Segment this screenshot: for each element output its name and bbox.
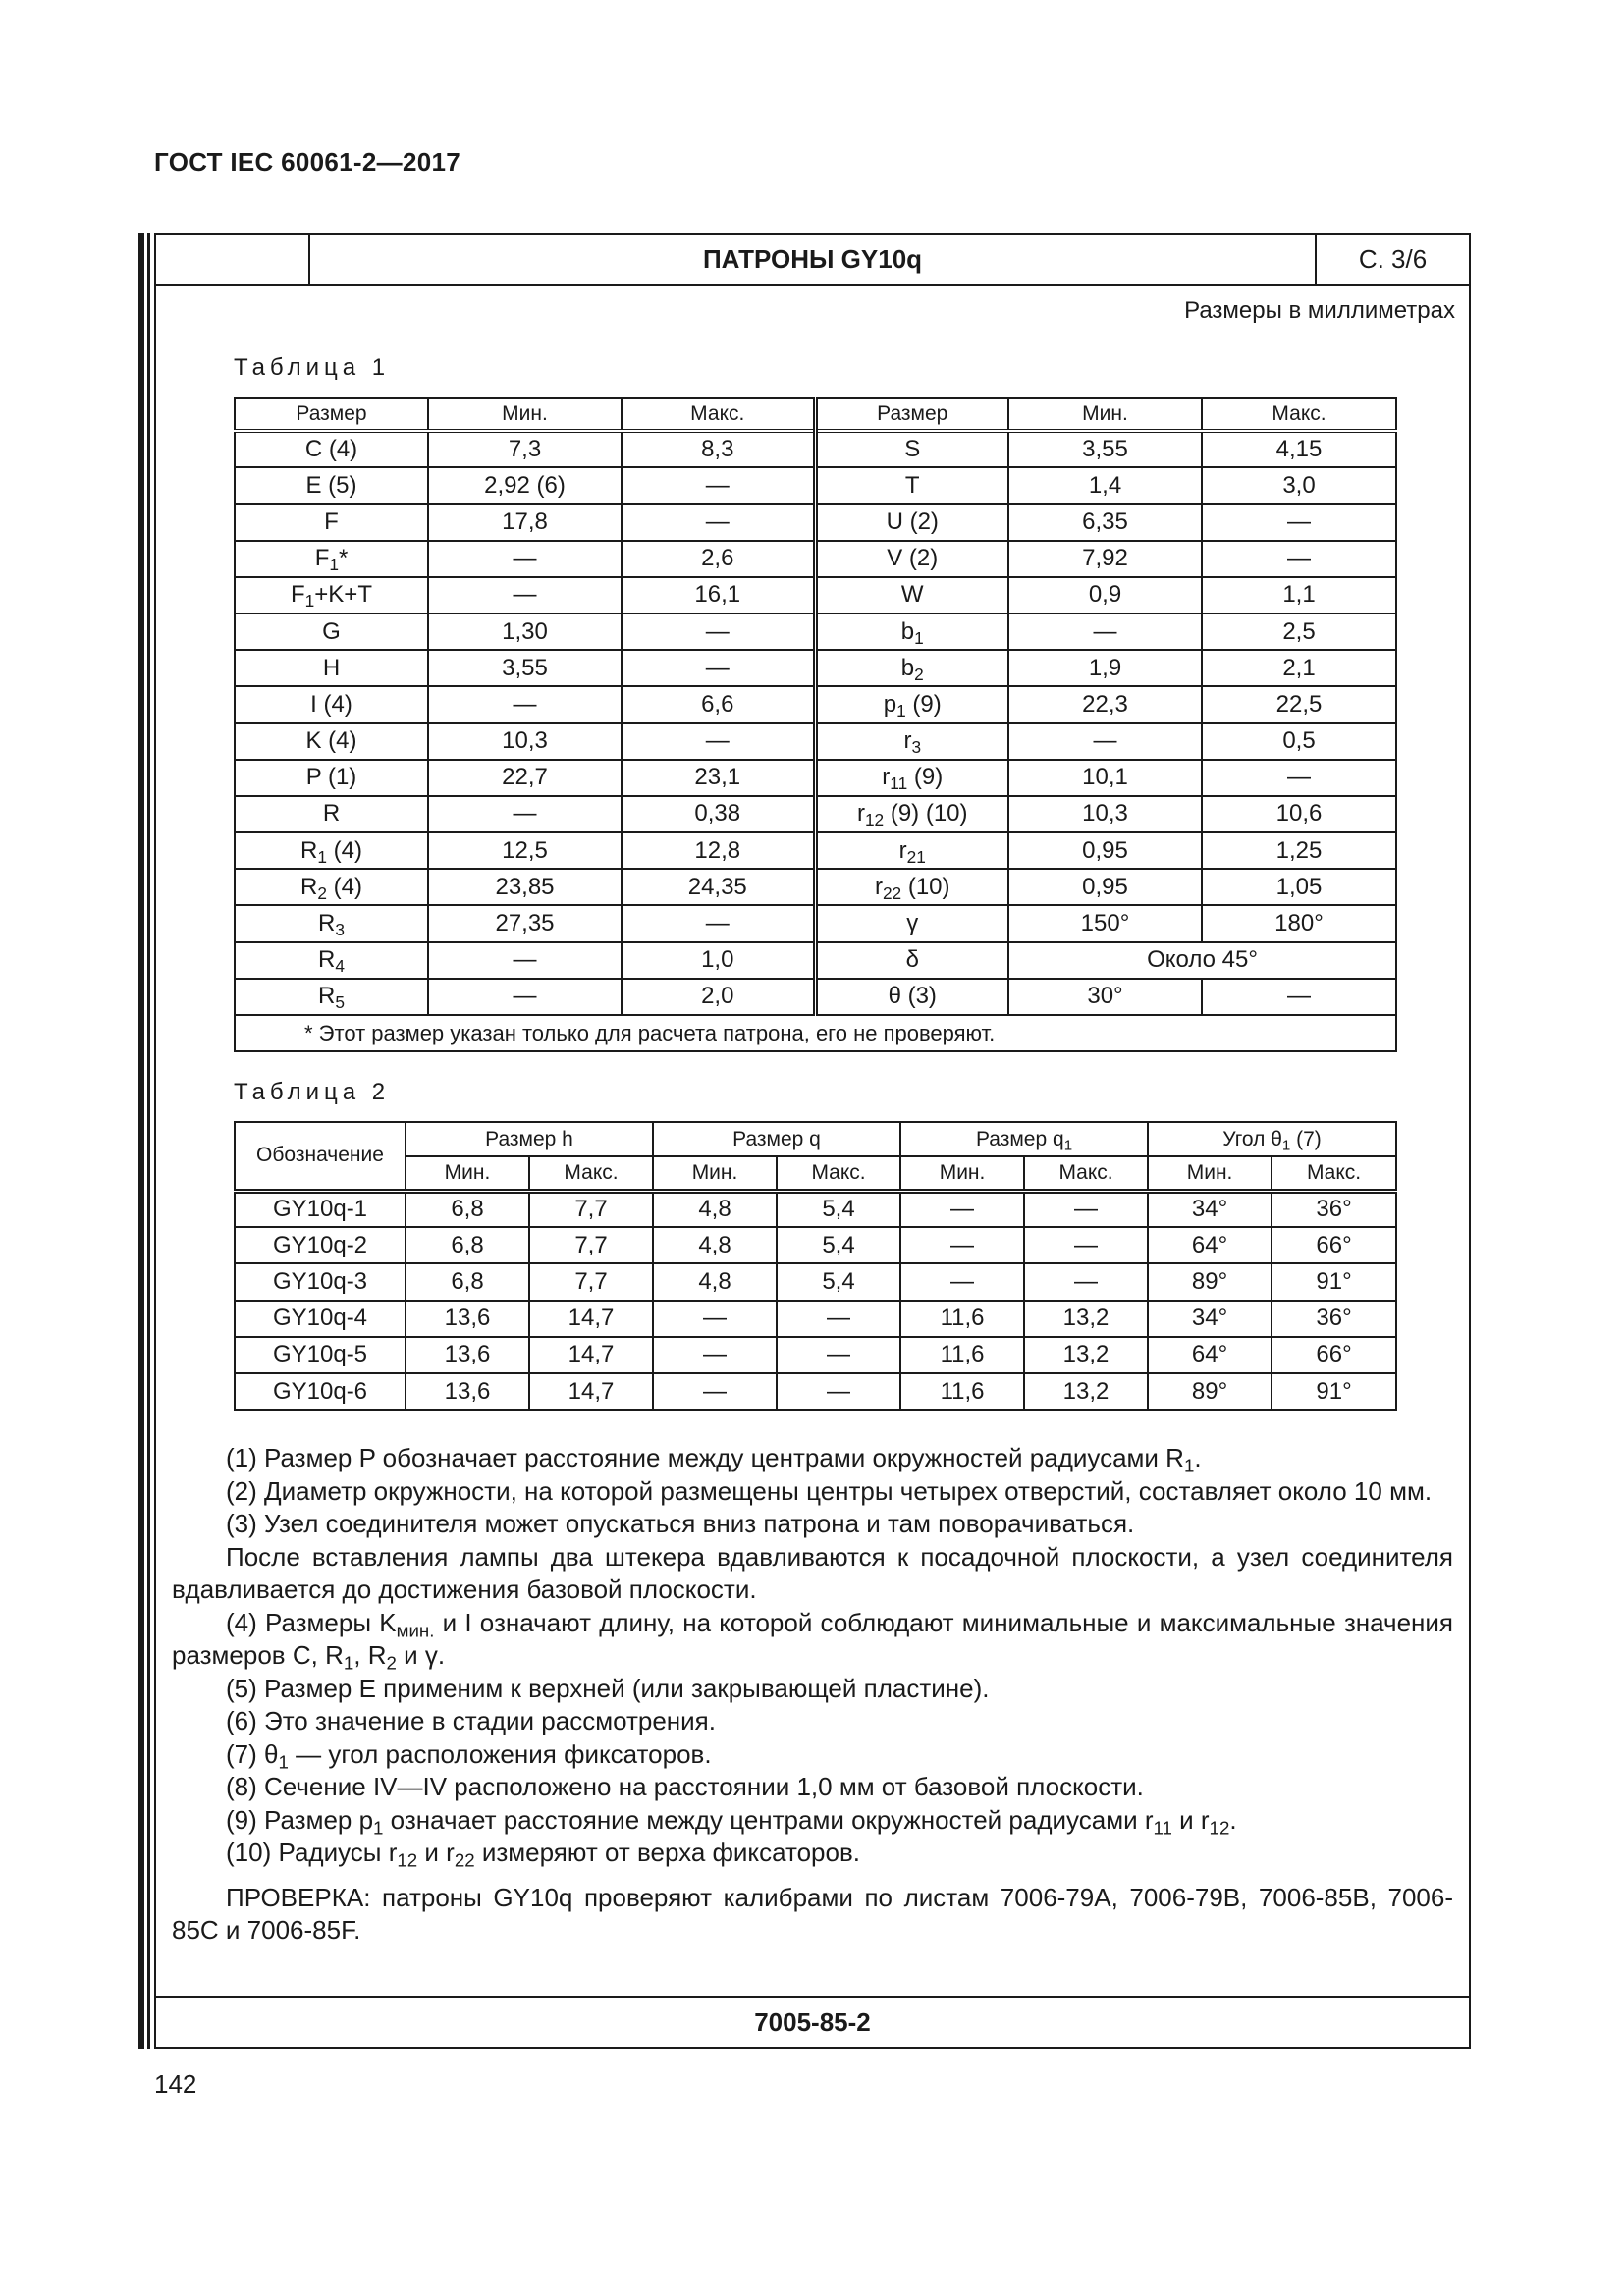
table1-cell: 30°	[1008, 979, 1202, 1015]
table1-cell: —	[428, 577, 622, 614]
table1-cell: C (4)	[235, 431, 428, 467]
table2-designation-cell: GY10q-4	[235, 1301, 406, 1337]
table2-row	[235, 1191, 1396, 1227]
table1-cell: 0,5	[1202, 723, 1396, 760]
table2-group-header: Угол $\theta_1$ (7)	[1148, 1122, 1396, 1156]
table2-subheader-min: Мин.	[900, 1156, 1024, 1191]
table2-row	[235, 1337, 1396, 1373]
sheet-frame	[154, 233, 1471, 2049]
table1-cell: 22,3	[1008, 686, 1202, 722]
table1-header-cell: Размер	[235, 398, 428, 431]
table1-row	[235, 760, 1396, 796]
table2-designation-cell: GY10q-5	[235, 1337, 406, 1373]
table1-cell: —	[1202, 760, 1396, 796]
table1-cell: 1,4	[1008, 467, 1202, 504]
table1-cell: 16,1	[622, 577, 815, 614]
table1-footnote-row	[235, 1015, 1396, 1051]
table2-cell: 4,8	[653, 1191, 777, 1227]
table1	[234, 397, 1397, 1052]
table1-cell: θ (3)	[815, 979, 1008, 1015]
table2-subheader-min: Мин.	[1148, 1156, 1272, 1191]
table1-cell: 7,3	[428, 431, 622, 467]
table2-cell: 34°	[1148, 1301, 1272, 1337]
table2-cell: 13,6	[406, 1337, 529, 1373]
table1-caption: Таблица 1	[234, 354, 391, 381]
table1-cell: $R_5$	[235, 979, 428, 1015]
table1-cell: —	[1202, 541, 1396, 577]
table1-cell: $r_{11}$ (9)	[815, 760, 1008, 796]
table1-cell: 0,9	[1008, 577, 1202, 614]
table1-cell: 12,8	[622, 832, 815, 869]
table1-row	[235, 905, 1396, 941]
table1-cell: 1,1	[1202, 577, 1396, 614]
table1-cell: $r_{22}$ (10)	[815, 869, 1008, 905]
page-number: 142	[154, 2069, 197, 2099]
table1-cell: E (5)	[235, 467, 428, 504]
table1-cell: —	[428, 686, 622, 722]
table1-header-cell: Мин.	[428, 398, 622, 431]
title-row	[156, 235, 1469, 286]
document-code: ГОСТ IEC 60061-2—2017	[154, 147, 460, 177]
table2-cell: —	[1024, 1191, 1148, 1227]
table1-cell: —	[622, 723, 815, 760]
title-left-cell	[156, 235, 310, 284]
table1-cell: W	[815, 577, 1008, 614]
table1-header-row	[235, 398, 1396, 431]
table1-cell: I (4)	[235, 686, 428, 722]
table2-cell: 7,7	[529, 1263, 653, 1300]
table2-cell: 66°	[1272, 1337, 1396, 1373]
table2-subheader-max: Макс.	[777, 1156, 900, 1191]
table2-cell: 13,2	[1024, 1301, 1148, 1337]
table2-cell: 5,4	[777, 1263, 900, 1300]
table1-cell: 1,25	[1202, 832, 1396, 869]
table1-row	[235, 541, 1396, 577]
note-3-continued: После вставления лампы два штекера вдавливаются к посадочной плоскости, а узел соединителя вдавливается до достижения базовой плоскости.	[172, 1541, 1453, 1604]
table1-cell: U (2)	[815, 504, 1008, 540]
table2-row	[235, 1263, 1396, 1300]
table2-subheader-max: Макс.	[529, 1156, 653, 1191]
table1-header-cell: Макс.	[1202, 398, 1396, 431]
table1-cell: —	[622, 614, 815, 650]
table2-cell: 4,8	[653, 1263, 777, 1300]
table2-subheader-row	[235, 1156, 1396, 1191]
table1-cell: 180°	[1202, 905, 1396, 941]
table2-cell: 91°	[1272, 1263, 1396, 1300]
table1-cell: —	[1008, 723, 1202, 760]
table1-cell: $R_1$ (4)	[235, 832, 428, 869]
left-margin-bar-thick	[138, 233, 144, 2049]
table1-row	[235, 723, 1396, 760]
sheet-title: ПАТРОНЫ GY10q	[310, 235, 1317, 284]
table1-cell: 1,05	[1202, 869, 1396, 905]
table1-cell: 1,9	[1008, 650, 1202, 686]
table2-row	[235, 1373, 1396, 1410]
table2-caption: Таблица 2	[234, 1079, 391, 1105]
table1-cell: 10,1	[1008, 760, 1202, 796]
table1-cell: —	[622, 905, 815, 941]
table1-cell: 17,8	[428, 504, 622, 540]
sheet-footer-code: 7005-85-2	[156, 1996, 1469, 2047]
table2-cell: 13,6	[406, 1301, 529, 1337]
table1-cell: K (4)	[235, 723, 428, 760]
table1-cell: 6,35	[1008, 504, 1202, 540]
note-2: (2) Диаметр окружности, на которой размещены центры четырех отверстий, составляет около 10 мм.	[226, 1475, 1433, 1506]
table1-cell: $b_1$	[815, 614, 1008, 650]
table1-cell: $b_2$	[815, 650, 1008, 686]
note-3: (3) Узел соединителя может опускаться вниз патрона и там поворачиваться.	[226, 1509, 1135, 1538]
table1-row	[235, 686, 1396, 722]
table2-cell: —	[900, 1227, 1024, 1263]
table1-cell: 0,95	[1008, 832, 1202, 869]
table1-row	[235, 467, 1396, 504]
table1-cell: 0,95	[1008, 869, 1202, 905]
table2-cell: —	[653, 1301, 777, 1337]
table1-row	[235, 504, 1396, 540]
table1-cell: δ	[815, 942, 1008, 979]
table2-designation-cell: GY10q-1	[235, 1191, 406, 1227]
table1-cell: 22,7	[428, 760, 622, 796]
note-8: (8) Сечение IV—IV расположено на расстоянии 1,0 мм от базовой плоскости.	[226, 1772, 1144, 1801]
table1-cell: 3,55	[428, 650, 622, 686]
table1-header-cell: Макс.	[622, 398, 815, 431]
table2-cell: 7,7	[529, 1227, 653, 1263]
table2-subheader-max: Макс.	[1272, 1156, 1396, 1191]
table1-cell: $p_1$ (9)	[815, 686, 1008, 722]
table2-cell: 89°	[1148, 1263, 1272, 1300]
table2-cell: —	[777, 1373, 900, 1410]
table2-subheader-min: Мин.	[653, 1156, 777, 1191]
table1-cell: S	[815, 431, 1008, 467]
table1-cell: 2,6	[622, 541, 815, 577]
table2-cell: 13,6	[406, 1373, 529, 1410]
table2-cell: 14,7	[529, 1337, 653, 1373]
table1-cell: —	[622, 504, 815, 540]
table1-cell: —	[1202, 979, 1396, 1015]
table2-cell: —	[777, 1301, 900, 1337]
table1-cell: $r_{21}$	[815, 832, 1008, 869]
table1-cell: 150°	[1008, 905, 1202, 941]
table2-designation-cell: GY10q-3	[235, 1263, 406, 1300]
table1-cell: 1,0	[622, 942, 815, 979]
table1-cell: 10,3	[428, 723, 622, 760]
table1-cell: γ	[815, 905, 1008, 941]
table1-row	[235, 650, 1396, 686]
table1-cell: 23,1	[622, 760, 815, 796]
table2-group-header: Размер h	[406, 1122, 653, 1156]
table2-cell: —	[900, 1263, 1024, 1300]
table2-cell: 11,6	[900, 1301, 1024, 1337]
table1-cell: 3,55	[1008, 431, 1202, 467]
table1-row	[235, 614, 1396, 650]
table2-cell: 66°	[1272, 1227, 1396, 1263]
table1-row	[235, 869, 1396, 905]
table1-row	[235, 431, 1396, 467]
table2-cell: 89°	[1148, 1373, 1272, 1410]
table1-cell: $F_1*$	[235, 541, 428, 577]
table2-group-header: Размер $q_1$	[900, 1122, 1148, 1156]
table1-cell: —	[428, 796, 622, 832]
table2-cell: 14,7	[529, 1373, 653, 1410]
table1-cell: 22,5	[1202, 686, 1396, 722]
note-5: (5) Размер E применим к верхней (или закрывающей пластине).	[226, 1673, 990, 1703]
table2-cell: 4,8	[653, 1227, 777, 1263]
table1-cell: H	[235, 650, 428, 686]
table1-header-cell: Размер	[815, 398, 1008, 431]
table2	[234, 1121, 1397, 1411]
table2-subheader-max: Макс.	[1024, 1156, 1148, 1191]
table1-cell: —	[1202, 504, 1396, 540]
table2-row	[235, 1301, 1396, 1337]
table2-cell: 64°	[1148, 1337, 1272, 1373]
table1-cell: —	[622, 650, 815, 686]
table2-cell: 6,8	[406, 1191, 529, 1227]
table1-row	[235, 832, 1396, 869]
table1-cell: $F_1+K+T$	[235, 577, 428, 614]
table1-cell: Около 45°	[1008, 942, 1396, 979]
table1-cell: $r_3$	[815, 723, 1008, 760]
table1-cell: $r_{12}$ (9) (10)	[815, 796, 1008, 832]
table1-cell: 27,35	[428, 905, 622, 941]
table2-cell: 5,4	[777, 1191, 900, 1227]
table2-cell: 11,6	[900, 1337, 1024, 1373]
note-9: (9) Размер $p_1$ означает расстояние между центрами окружностей радиусами $r_{11}$ и $r_{12}$.	[226, 1804, 1237, 1839]
table2-cell: 7,7	[529, 1191, 653, 1227]
sheet-number: С. 3/6	[1358, 244, 1428, 274]
table1-cell: —	[428, 979, 622, 1015]
table2-cell: —	[777, 1337, 900, 1373]
table1-cell: 2,0	[622, 979, 815, 1015]
table2-designation-header: Обозначение	[235, 1122, 406, 1191]
table1-cell: 3,0	[1202, 467, 1396, 504]
notes-section	[172, 1442, 1453, 1948]
table1-footnote: * Этот размер указан только для расчета патрона, его не проверяют.	[235, 1015, 1396, 1051]
verification-note: ПРОВЕРКА: патроны GY10q проверяют калибрами по листам 7006-79A, 7006-79B, 7006-85B, 7006-85C и 7006-85F.	[172, 1882, 1453, 1945]
table1-cell: 2,1	[1202, 650, 1396, 686]
left-margin-bar-thin	[147, 233, 150, 2049]
table1-cell: —	[1008, 614, 1202, 650]
note-10: (10) Радиусы $r_{12}$ и $r_{22}$ измеряют от верха фиксаторов.	[226, 1838, 861, 1871]
table2-cell: 13,2	[1024, 1337, 1148, 1373]
table2-subheader-min: Мин.	[406, 1156, 529, 1191]
table1-cell: —	[622, 467, 815, 504]
table1-header-cell: Мин.	[1008, 398, 1202, 431]
table1-cell: 7,92	[1008, 541, 1202, 577]
note-1: (1) Размер P обозначает расстояние между центрами окружностей радиусами $R_1$.	[226, 1443, 1202, 1476]
table1-cell: 6,6	[622, 686, 815, 722]
table2-cell: 34°	[1148, 1191, 1272, 1227]
table1-cell: F	[235, 504, 428, 540]
table1-cell: 4,15	[1202, 431, 1396, 467]
table1-cell: G	[235, 614, 428, 650]
table1-cell: 24,35	[622, 869, 815, 905]
table1-cell: R	[235, 796, 428, 832]
table2-cell: 6,8	[406, 1263, 529, 1300]
table2-cell: 6,8	[406, 1227, 529, 1263]
table1-cell: V (2)	[815, 541, 1008, 577]
table2-cell: 36°	[1272, 1191, 1396, 1227]
table1-cell: 0,38	[622, 796, 815, 832]
note-6: (6) Это значение в стадии рассмотрения.	[226, 1706, 716, 1735]
table1-row	[235, 979, 1396, 1015]
table1-cell: $R_2$ (4)	[235, 869, 428, 905]
table1-cell: 1,30	[428, 614, 622, 650]
note-7: (7) $\theta_1$ — угол расположения фиксаторов.	[226, 1738, 712, 1773]
table1-row	[235, 577, 1396, 614]
table2-cell: 13,2	[1024, 1373, 1148, 1410]
table1-cell: 8,3	[622, 431, 815, 467]
table2-cell: —	[900, 1191, 1024, 1227]
table2-cell: —	[653, 1337, 777, 1373]
table2-group-header: Размер q	[653, 1122, 900, 1156]
table2-cell: —	[1024, 1227, 1148, 1263]
table1-cell: —	[428, 942, 622, 979]
table1-cell: —	[428, 541, 622, 577]
table2-designation-cell: GY10q-6	[235, 1373, 406, 1410]
table2-cell: 64°	[1148, 1227, 1272, 1263]
table2-header-row	[235, 1122, 1396, 1156]
table1-cell: $R_3$	[235, 905, 428, 941]
table2-cell: 11,6	[900, 1373, 1024, 1410]
table2-cell: 14,7	[529, 1301, 653, 1337]
table1-cell: 10,3	[1008, 796, 1202, 832]
table2-cell: —	[1024, 1263, 1148, 1300]
table2-cell: 91°	[1272, 1373, 1396, 1410]
table1-cell: 12,5	[428, 832, 622, 869]
table1-cell: 23,85	[428, 869, 622, 905]
table2-cell: —	[653, 1373, 777, 1410]
table1-cell: 10,6	[1202, 796, 1396, 832]
table2-designation-cell: GY10q-2	[235, 1227, 406, 1263]
table1-cell: $R_4$	[235, 942, 428, 979]
table2-cell: 36°	[1272, 1301, 1396, 1337]
table1-row	[235, 942, 1396, 979]
table2-row	[235, 1227, 1396, 1263]
table1-row	[235, 796, 1396, 832]
table1-cell: P (1)	[235, 760, 428, 796]
table1-cell: 2,92 (6)	[428, 467, 622, 504]
table1-cell: T	[815, 467, 1008, 504]
note-4: (4) Размеры $K_{мин.}$ и I означают длину, на которой соблюдают минимальные и максимальные значения размеров C, $R_1$, $R_2$ и γ.	[172, 1607, 1453, 1674]
units-note: Размеры в миллиметрах	[1184, 297, 1455, 324]
table1-cell: 2,5	[1202, 614, 1396, 650]
table2-cell: 5,4	[777, 1227, 900, 1263]
